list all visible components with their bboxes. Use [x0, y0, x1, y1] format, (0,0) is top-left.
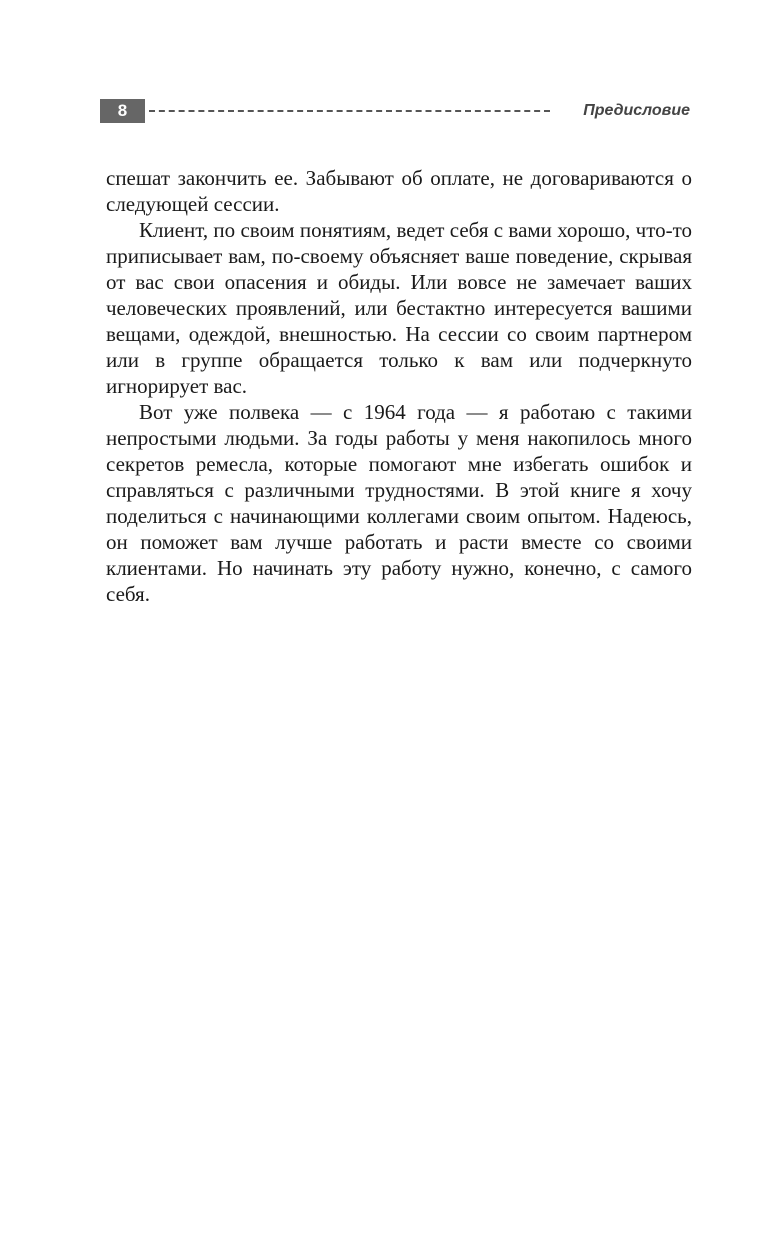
- paragraph: Вот уже полвека — с 1964 года — я работаю с такими непростыми людьми. За годы работы у меня накопилось много секретов ремесла, которые помогают мне избегать ошибок и справляться с различными трудностями. В этой книге я хочу поделиться с начинающими коллегами своим опытом. Надеюсь, он поможет вам лучше работать и расти вместе со своими клиентами. Но начинать эту работу нужно, конечно, с самого себя.: [106, 400, 692, 606]
- paragraph: Клиент, по своим понятиям, ведет себя с вами хорошо, что-то приписывает вам, по-своему объясняет ваше поведение, скрывая от вас свои опасения и обиды. Или вовсе не замечает ваших человеческих проявлений, или бестактно интересуется вашими вещами, одеждой, внешностью. На сессии со своим партнером или в группе обращается только к вам или подчеркнуто игнорирует вас.: [106, 218, 692, 398]
- section-title: Предисловие: [583, 102, 690, 119]
- running-head: [100, 99, 690, 123]
- paragraph-continuation: спешат закончить ее. Забывают об оплате, не договариваются о следующей сессии.: [106, 166, 692, 216]
- dash-leader: [149, 110, 550, 112]
- page-number: 8: [100, 99, 145, 123]
- body-text: [106, 165, 692, 607]
